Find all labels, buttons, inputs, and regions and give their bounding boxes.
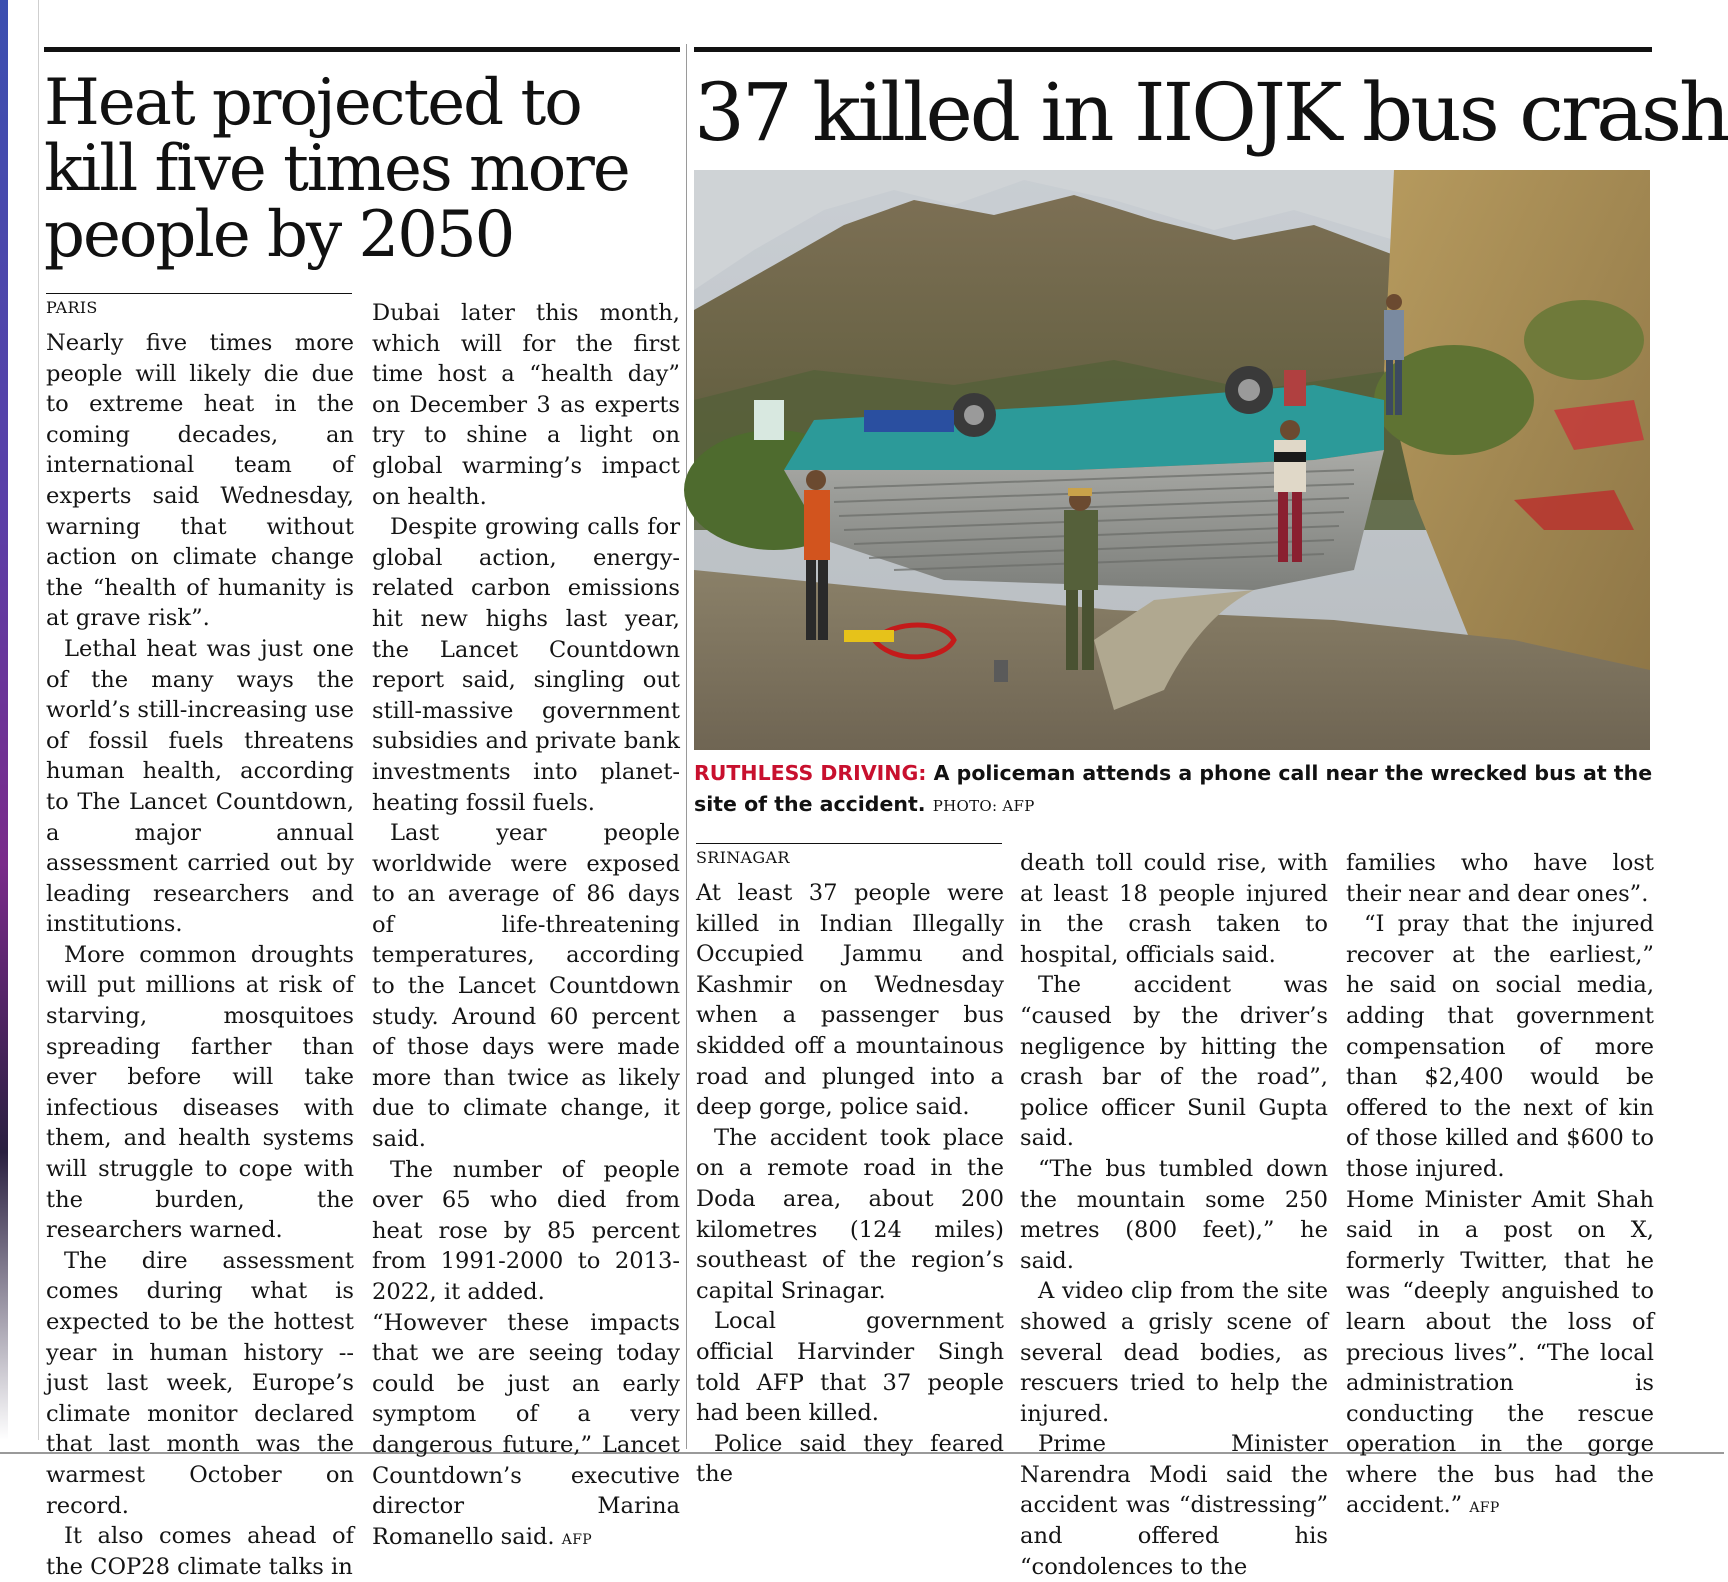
paragraph: A video clip from the site showed a grisly scene of several dead bodies, as rescuers tried to help the injured. [1020, 1278, 1328, 1427]
paragraph: Local government official Harvinder Singh told AFP that 37 people had been killed. [696, 1308, 1004, 1427]
page-gutter-line [38, 0, 39, 1440]
paragraph: death toll could rise, with at least 18 people injured in the crash taken to hospital, officials said. [1020, 850, 1328, 968]
paragraph: The number of people over 65 who died from heat rose by 85 percent from 1991-2000 to 2013-2022, it added. [372, 1156, 680, 1305]
right-story-column-2 [1020, 848, 1328, 1580]
paragraph: Home Minister Amit Shah said in a post on X, formerly Twitter, that he was “deeply anguished to learn about the loss of precious lives”. “The local administration is conducting the rescue operation in the gorge where the bus had the accident.” [1346, 1186, 1654, 1519]
right-story-credit: AFP [1469, 1500, 1500, 1517]
paragraph: “I pray that the injured recover at the earliest,” he said on social media, adding that government compensation of more than $2,400 would be offered to the next of kin of those killed and $600 to those injured. [1346, 911, 1654, 1182]
paragraph: It also comes ahead of the COP28 climate talks in [46, 1523, 354, 1580]
paragraph: Last year people worldwide were exposed to an average of 86 days of life-threatening temperatures, according to the Lancet Countdown study. Around 60 percent of those days were made more than twice as likely due to climate change, it said. [372, 820, 680, 1153]
right-story-column-1 [696, 878, 1004, 1488]
bus-crash-photo [694, 170, 1650, 750]
right-story-column-3 [1346, 848, 1654, 1519]
page-edge-strip [0, 0, 8, 1440]
right-story-column-3-text [1346, 848, 1654, 1518]
left-story-column-2 [372, 298, 680, 1550]
paragraph: The dire assessment comes during what is expected to be the hottest year in human history -- just last week, Europe’s climate monitor declared that last month was the warmest October on record. [46, 1247, 354, 1519]
paragraph: The accident took place on a remote road in the Doda area, about 200 kilometres (124 miles) southeast of the region’s capital Srinagar. [696, 1124, 1004, 1304]
left-story-top-rule [44, 47, 680, 52]
left-story-headline: Heat projected to kill five times more people by 2050 [44, 66, 629, 272]
left-story-dateline: PARIS [46, 293, 352, 317]
paragraph: “However these impacts that we are seeing today could be just an early symptom of a very dangerous future,” Lancet Countdown’s executive director Marina Romanello said. [372, 1309, 680, 1550]
paragraph: Nearly five times more people will likely die due to extreme heat in the coming decades, an international team of experts said Wednesday, warning that without action on climate change the “health of humanity is at grave risk”. [46, 330, 354, 632]
paragraph: Lethal heat was just one of the many ways the world’s still-increasing use of fossil fuels threatens human health, according to The Lancet Countdown, a major annual assessment carried out by leading researchers and institutions. [46, 635, 354, 938]
paragraph: Police said they feared the [696, 1430, 1004, 1488]
paragraph: Dubai later this month, which will for the first time host a “health day” on December 3 as experts try to shine a light on global warming’s impact on health. [372, 300, 680, 510]
caption-photo-credit: PHOTO: AFP [932, 797, 1035, 815]
paragraph: families who have lost their near and dear ones”. [1346, 850, 1654, 907]
paragraph: Prime Minister Narendra Modi said the accident was “distressing” and offered his “condolences to the [1020, 1431, 1328, 1580]
caption-text: A policeman attends a phone call near the wrecked bus at the site of the accident. [694, 761, 1653, 816]
left-story-column-1 [46, 328, 354, 1580]
paragraph: At least 37 people were killed in Indian Illegally Occupied Jammu and Kashmir on Wednesday when a passenger bus skidded off a mountainous road and plunged into a deep gorge, police said. [696, 880, 1004, 1121]
paragraph: The accident was “caused by the driver’s negligence by hitting the crash bar of the road”, police officer Sunil Gupta said. [1020, 972, 1328, 1152]
left-story-credit: AFP [561, 1531, 592, 1548]
right-story-headline: 37 killed in IIOJK bus crash [694, 66, 1728, 159]
paragraph: Despite growing calls for global action, energy-related carbon emissions hit new highs last year, the Lancet Countdown report said, singling out still-massive government subsidies and private bank investments into planet-heating fossil fuels. [372, 514, 680, 816]
bus-crash-illustration [694, 170, 1650, 750]
paragraph: More common droughts will put millions at risk of starving, mosquitoes spreading farther than ever before will take infectious diseases with them, and health systems will struggle to cope with the burden, the researchers warned. [46, 941, 354, 1244]
caption-label: RUTHLESS DRIVING: [694, 761, 927, 785]
story-separator [686, 44, 687, 1449]
paragraph: “The bus tumbled down the mountain some 250 metres (800 feet),” he said. [1020, 1155, 1328, 1274]
left-story-column-2-text [372, 298, 680, 1550]
right-story-dateline: SRINAGAR [696, 843, 1002, 867]
right-story-top-rule [694, 47, 1652, 52]
photo-caption [694, 758, 1654, 822]
